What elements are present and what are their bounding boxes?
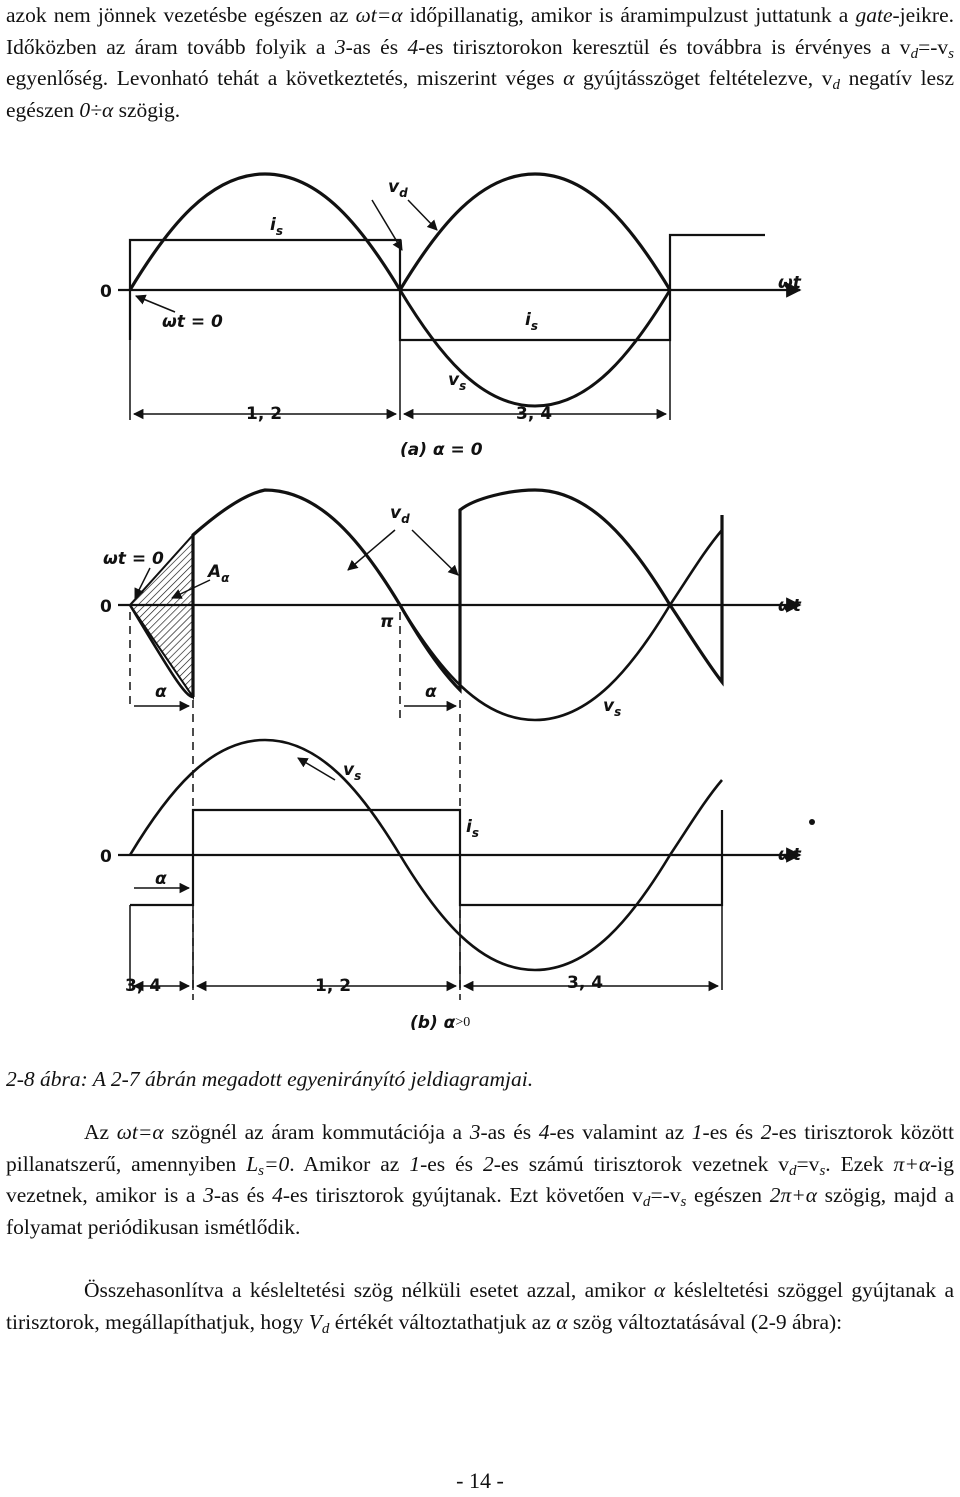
span-12-label-b: 1, 2: [315, 976, 352, 996]
zero-label-b: 0: [100, 597, 112, 617]
paragraph-2: Az ωt=α szögnél az áram kommutációja a 3-as és 4-es valamint az 1-es és 2-es tirisztorok között pillanatszerű, amennyiben $L_s=0$. Amikor az 1-es és 2-es számú tirisztorok vezetnek $v_d=v_s$. Ezek π+α-ig vezetnek, amikor is a 3-as és 4-es tirisztorok gyújtanak. Ezt követően $v_d=-v_s$ egészen 2π+α szögig, majd a folyamat periódikusan ismétlődik.: [6, 1120, 955, 1239]
span-12-label-a: 1, 2: [246, 404, 283, 424]
pi-label: π: [380, 612, 394, 632]
is-top-label-a: $i_s$: [270, 215, 283, 238]
vs-label-b: $v_s$: [603, 696, 622, 719]
wt-label-b2: ωt: [778, 845, 801, 865]
span-34b-label-b: 3, 4: [567, 973, 604, 993]
alpha-label-low: α: [155, 869, 167, 889]
wt-label-b: ωt: [778, 596, 801, 616]
page-number: - 14 -: [456, 1468, 504, 1493]
is-current-a: [130, 235, 765, 340]
waveform-figure: [0, 130, 960, 1050]
panel-b-lower: [100, 740, 815, 1033]
wt0-label-b: ωt = 0: [103, 549, 164, 569]
vd-label-b: $v_d$: [390, 503, 410, 526]
vs-label-b2: $v_s$: [343, 760, 362, 783]
span-34a-label-b: 3, 4: [125, 976, 162, 996]
caption-a: (a) α = 0: [400, 440, 483, 460]
span-34-label-a: 3, 4: [516, 404, 553, 424]
A-alpha-label: $A_\alpha$: [208, 562, 230, 585]
paragraph-3: Összehasonlítva a késleltetési szög nélküli esetet azzal, amikor α késleltetési szöggel gyújtanak a tirisztorok, megállapíthatjuk, hogy $V_d$ értékét változtathatjuk az α szög változtatásával (2-9 ábra):: [6, 1278, 954, 1337]
is-label-b: $i_s$: [466, 817, 479, 840]
zero-label-a: 0: [100, 282, 112, 302]
vd-curve-b: [193, 490, 722, 697]
figure-caption: 2-8 ábra: A 2-7 ábrán megadott egyenirányító jeldiagramjai.: [6, 1067, 534, 1091]
vs-negative-lobe-a: [400, 290, 670, 406]
panel-b-upper: [100, 490, 802, 1000]
panel-a: [100, 174, 802, 460]
caption-b: (b) α>0: [410, 1013, 471, 1033]
wt0-label-a: ωt = 0: [162, 312, 223, 332]
alpha-label-left: α: [155, 682, 167, 702]
paragraph-1: azok nem jönnek vezetésbe egészen az ωt=α időpillanatig, amikor is áramimpulzust juttatunk a gate-jeikre. Időközben az áram tovább folyik a 3-as és 4-es tirisztorokon keresztül és továbbra is érvényes a $v_d=-v_s$ egyenlőség. Levonható tehát a következtetés, miszerint véges α gyújtásszöget feltételezve, $v_d$ negatív lesz egészen 0÷α szögig.: [6, 3, 954, 122]
vd-label-a: $v_d$: [388, 177, 408, 200]
vs-label-a: $v_s$: [448, 370, 467, 393]
is-current-b: [130, 810, 722, 905]
is-mid-label-a: $i_s$: [525, 310, 538, 333]
wt-label-a: ωt: [778, 273, 801, 293]
zero-label-b2: 0: [100, 847, 112, 867]
alpha-label-mid: α: [425, 682, 437, 702]
